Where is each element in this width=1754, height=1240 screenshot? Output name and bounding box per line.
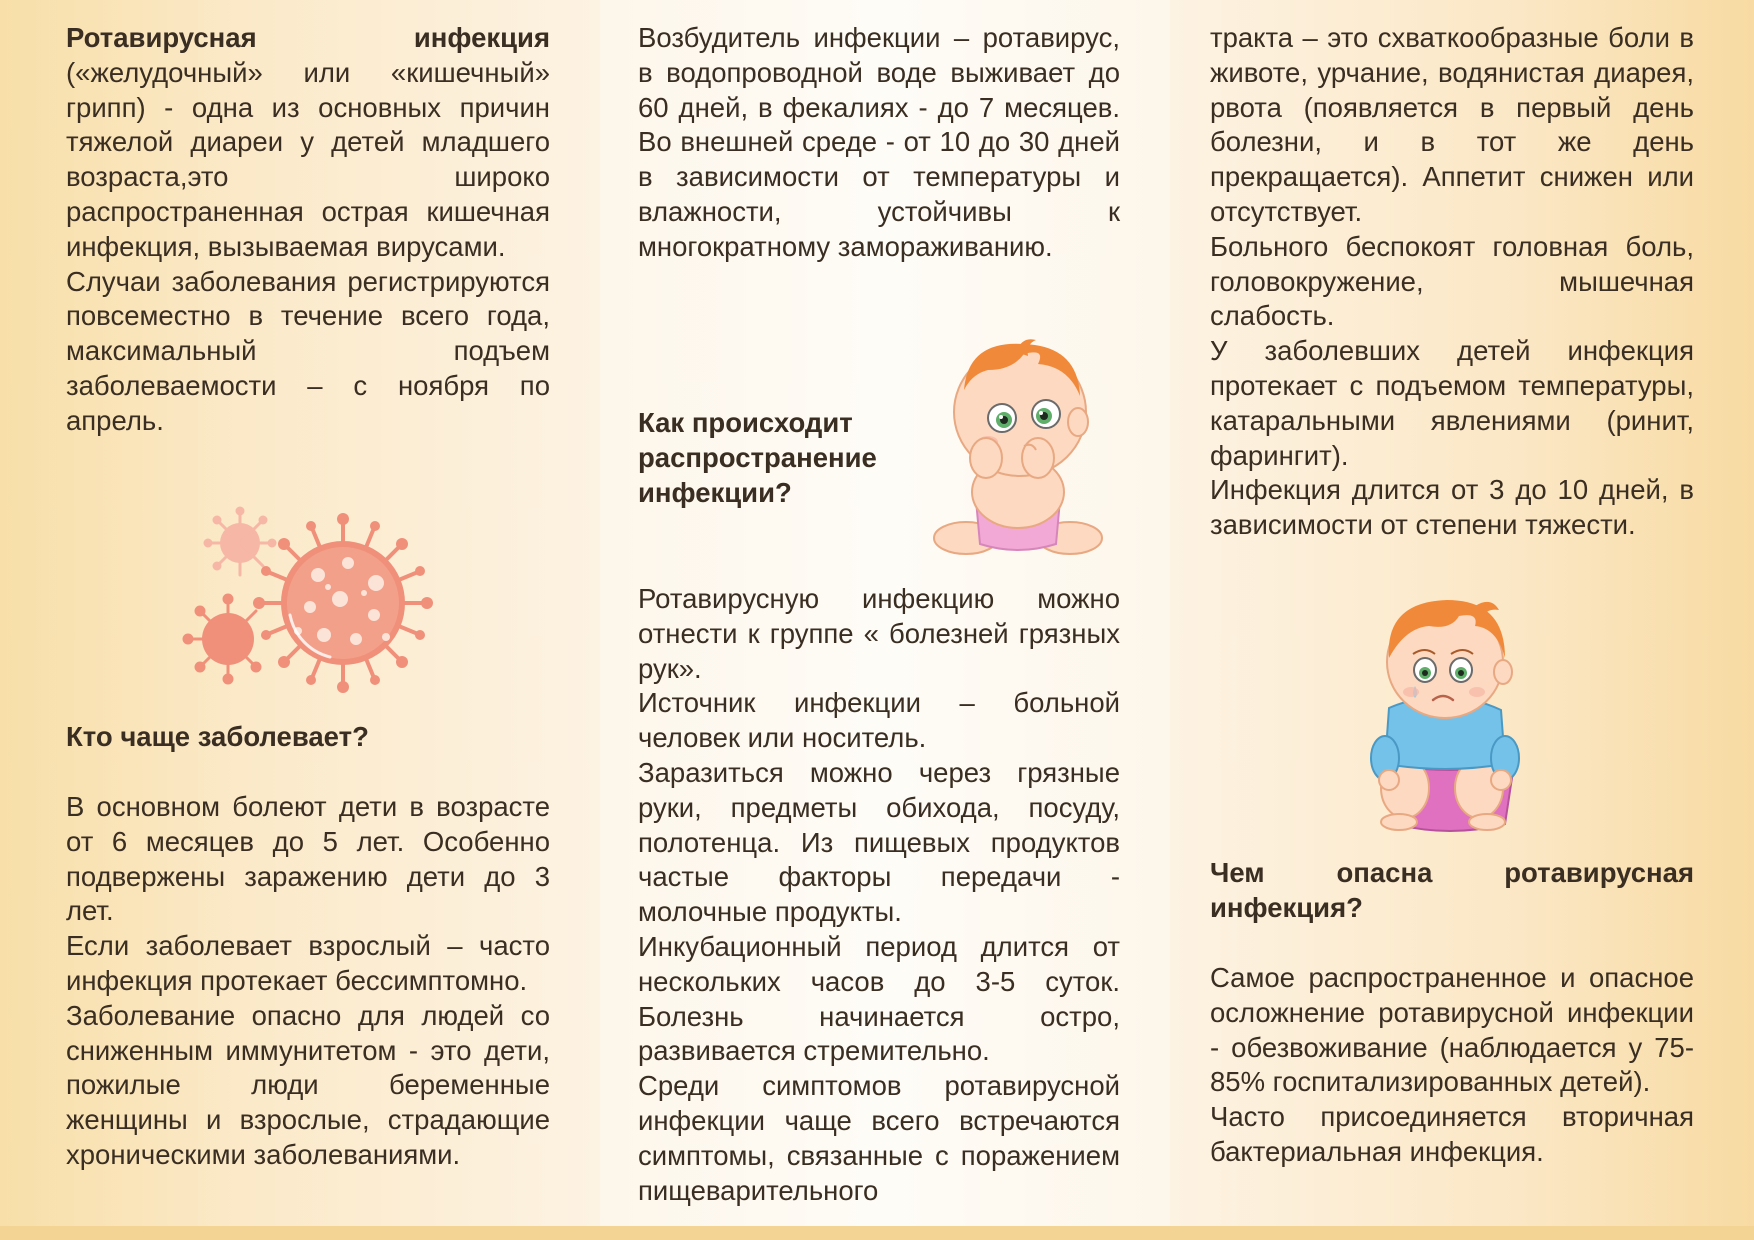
who-age-paragraph: В основном болеют дети в возрасте от 6 месяцев до 5 лет. Особенно подвержены заражению дети до 3 лет. bbox=[66, 791, 550, 927]
bottom-strip bbox=[0, 1226, 1754, 1240]
spread-heading: Как происходит распространение инфекции? bbox=[638, 407, 877, 508]
who-risk-paragraph: Заболевание опасно для людей со сниженным иммунитетом - это дети, пожилые люди беременные женщины и взрослые, страдающие хроническими заболеваниями. bbox=[66, 999, 550, 1170]
document-title: Ротавирусная инфекция bbox=[66, 22, 550, 53]
who-heading: Кто чаще заболевает? bbox=[66, 721, 369, 752]
agent-paragraph: Возбудитель инфекции – ротавирус, в водопроводной воде выживает до 60 дней, в фекалиях - до 7 месяцев. Во внешней среде - от 10 до 30 дней в зависимости от температуры и влажности, устойчивы к многократному замораживанию. bbox=[638, 22, 1120, 262]
danger-dehydration-paragraph: Самое распространенное и опасное осложнение ротавирусной инфекции - обезвоживание (наблюдается у 75-85% госпитализированных детей). bbox=[1210, 962, 1694, 1098]
who-adults-paragraph: Если заболевает взрослый – часто инфекция протекает бессимптомно. bbox=[66, 930, 550, 996]
spread-symptoms-paragraph: Среди симптомов ротавирусной инфекции чаще всего встречаются симптомы, связанные с поражением пищеварительного bbox=[638, 1070, 1120, 1206]
danger-secondary-paragraph: Часто присоединяется вторичная бактериальная инфекция. bbox=[1210, 1101, 1694, 1167]
who-text bbox=[66, 790, 550, 1173]
spread-routes-paragraph: Заразиться можно через грязные руки, предметы обихода, посуду, полотенца. Из пищевых продуктов частые факторы передачи - молочные продукты. bbox=[638, 756, 1120, 928]
symptoms-headache-paragraph: Больного беспокоят головная боль, головокружение, мышечная слабость. bbox=[1210, 230, 1694, 332]
spread-group-paragraph: Ротавирусную инфекцию можно отнести к группе « болезней грязных рук». bbox=[638, 583, 1120, 684]
spread-text bbox=[638, 582, 1120, 1208]
child-on-potty-icon bbox=[1355, 588, 1545, 838]
virus-icon bbox=[178, 503, 448, 703]
symptoms-fever-paragraph: У заболевших детей инфекция протекает с подъемом температуры, катаральными явлениями (ринит, фарингит). bbox=[1210, 335, 1694, 471]
seasonality-text: Случаи заболевания регистрируются повсеместно в течение всего года, максимальный подъем заболеваемости – с ноября по апрель. bbox=[66, 265, 550, 436]
intro-text bbox=[66, 21, 550, 439]
symptoms-continuation: тракта – это схваткообразные боли в животе, урчание, водянистая диарея, рвота (появляется в первый день болезни, и в тот же день прекращается). Аппетит снижен или отсутствует. bbox=[1210, 22, 1694, 227]
agent-text bbox=[638, 21, 1120, 265]
symptoms-text bbox=[1210, 21, 1694, 543]
intro-definition: («желудочный» или «кишечный» грипп) - одна из основных причин тяжелой диареи у детей младшего возраста,это широко распространенная острая кишечная инфекция, вызываемая вирусами. bbox=[66, 56, 550, 262]
symptoms-duration-paragraph: Инфекция длится от 3 до 10 дней, в зависимости от степени тяжести. bbox=[1210, 474, 1694, 541]
baby-sitting-icon bbox=[928, 330, 1108, 560]
danger-text bbox=[1210, 961, 1694, 1170]
spread-incubation-paragraph: Инкубационный период длится от нескольких часов до 3-5 суток. Болезнь начинается остро, развивается стремительно. bbox=[638, 930, 1120, 1067]
spread-source-paragraph: Источник инфекции – больной человек или носитель. bbox=[638, 687, 1120, 754]
danger-heading: Чем опасна ротавирусная инфекция? bbox=[1210, 857, 1694, 923]
